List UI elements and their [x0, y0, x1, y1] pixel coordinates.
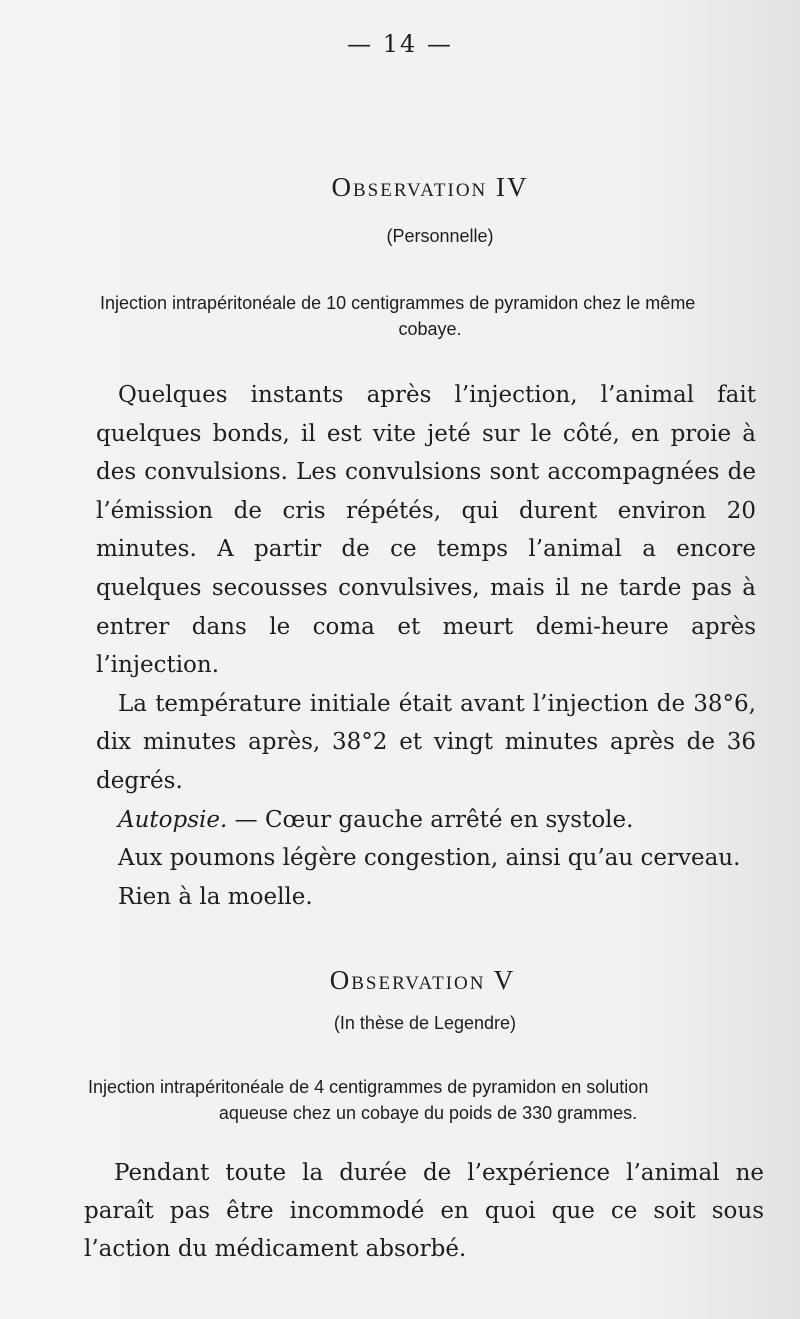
observation-v-paragraph-1: Pendant toute la durée de l’expérience l’animal ne paraît pas être incommodé en quoi que ce soit sous l’action du médicament absorbé.	[84, 1160, 764, 1262]
observation-iv-subtitle: (Personnelle)	[386, 226, 494, 246]
autopsie-text: — Cœur gauche arrêté en systole.	[227, 806, 634, 833]
observation-iv-title	[0, 172, 800, 203]
page-number: — 14 —	[347, 30, 453, 58]
observation-v-summary	[88, 1074, 768, 1126]
observation-iv-title-text: Observation IV	[331, 172, 529, 202]
observation-iv-summary-end: cobaye.	[398, 319, 462, 339]
observation-v-subtitle: (In thèse de Legendre)	[333, 1013, 517, 1033]
autopsie-label: Autopsie.	[118, 806, 228, 833]
observation-v-summary-end: aqueuse chez un cobaye du poids de 330 grammes.	[218, 1103, 638, 1123]
observation-iv-paragraph-4: Aux poumons légère congestion, ainsi qu’au cerveau.	[118, 845, 741, 872]
observation-iv-summary	[100, 290, 760, 342]
observation-iv-paragraph-2: La température initiale était avant l’injection de 38°6, dix minutes après, 38°2 et vingt minutes après de 36 degrés.	[96, 690, 756, 794]
observation-v-body	[84, 1154, 764, 1268]
observation-iv-paragraph-5: Rien à la moelle.	[118, 883, 313, 910]
observation-iv-paragraph-1: Quelques instants après l’injection, l’animal fait quelques bonds, il est vite jeté sur le côté, en proie à des convulsions. Les convulsions sont accompagnées de l’émission de cris répétés, qui durent environ 20 minutes. A partir de ce temps l’animal a encore quelques secousses convulsives, mais il ne tarde pas à entrer dans le coma et meurt demi-heure après l’injection.	[96, 382, 756, 679]
observation-v-title-text: Observation V	[329, 965, 516, 995]
observation-iv-summary-line: Injection intrapéritonéale de 10 centigrammes de pyramidon chez le même	[100, 293, 696, 313]
observation-iv-paragraph-3	[96, 801, 756, 840]
observation-v-title	[0, 965, 800, 996]
observation-v-summary-line: Injection intrapéritonéale de 4 centigrammes de pyramidon en solution	[88, 1077, 649, 1097]
observation-iv-body	[96, 376, 756, 916]
